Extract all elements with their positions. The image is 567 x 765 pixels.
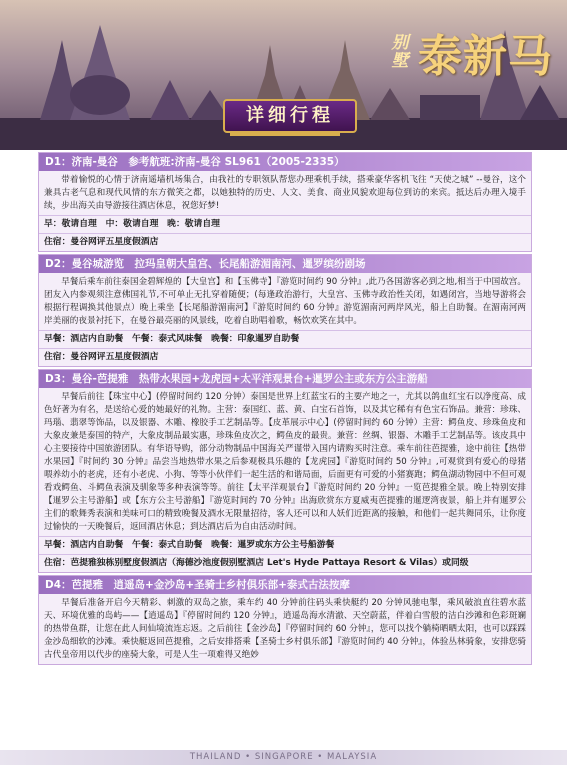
day-4-body: [39, 594, 531, 664]
header-banner: [0, 0, 567, 150]
day-2-hotel: 住宿：曼谷网评五星度假酒店: [39, 348, 531, 366]
day-2-meals: 早餐：酒店内自助餐 午餐：泰式风味餐 晚餐：印象暹罗自助餐: [39, 330, 531, 348]
day-4-section: [38, 575, 532, 665]
day-1-description: 带着愉悦的心情于济南遥墙机场集合，由我社的专职领队帮您办理乘机手续，搭乘豪华客机飞往 “天使之城” --曼谷，这个兼具古老气息和现代风情的东方微笑之都，以她独特的历史、人文、美食、商业风貌欢迎每位到访的来宾。抵达后办理入境手续，步出海关由导游接往酒店休息，祝您好梦!: [44, 175, 526, 211]
day-1-body: [39, 171, 531, 215]
itinerary-ribbon: 详细行程: [223, 99, 357, 133]
itinerary-content: [38, 152, 532, 667]
day-1-meals: 早：敬请自理 中：敬请自理 晚：敬请自理: [39, 215, 531, 233]
day-3-meals: 早餐：酒店内自助餐 午餐：泰式自助餐 晚餐：暹罗或东方公主号船游餐: [39, 536, 531, 554]
day-4-title: D4：芭提雅 逍遥岛+金沙岛+圣骑士乡村俱乐部+泰式古法按摩: [39, 576, 531, 594]
day-4-description: 早餐后准备开启今天精彩、刺激的双岛之旅，乘车约 40 分钟前往码头乘快艇约 20 分钟风驰电掣，乘风破浪直往碧水蓝天、环境优雅的岛屿——【逍遥岛】『停留时间约 120 分钟』，逍遥岛海水清澈、天空蔚蓝，伴着白雪般的洁白沙滩和色彩斑斓的热带鱼群，让您在此人间仙境流连忘返。之后前往【金沙岛】『停留时间约 60 分钟』，您可以找个躺椅晒晒太阳，也可以踩踩金沙岛细软的沙滩。乘快艇返回芭提雅，之后安排搭乘【圣骑士乡村俱乐部】『游览时间约 40 分钟』，体验丛林骑象，安排您骑古代皇帝用以代步的座骑大象，可是人生一项难得又绝妙: [44, 598, 526, 660]
day-3-body: [39, 388, 531, 536]
day-2-section: [38, 254, 532, 367]
day-3-title: D3：曼谷-芭提雅 热带水果园+龙虎园+太平洋观景台+暹罗公主或东方公主游船: [39, 370, 531, 388]
footer-countries: THAILAND • SINGAPORE • MALAYSIA: [0, 750, 567, 765]
brand-title: 泰新马: [418, 31, 553, 82]
brand-villa-text: 别墅: [391, 33, 409, 71]
day-1-section: [38, 152, 532, 252]
day-2-description: 早餐后乘车前往泰国金碧辉煌的【大皇宫】和【玉佛寺】『游览时间约 90 分钟』,此乃各国游客必到之地,相当于中国故宫。团友入内参观须注意佛国礼节,不可单止无扎穿着随便；(每逢政治游行，大皇宫、玉佛寺政治性关闭，如遇闭宫，当地导游将会根据行程调换其他景点）晚上乘坐【长尾船游湄南河】『游览时间约 60 分钟』游览湄南河两岸风光，船上自助餐。在湄南河两岸美丽的夜景衬托下，在曼谷最亮丽的风景线，吃着自助唱着歌，畅饮欢笑在其中。: [44, 277, 526, 326]
day-3-section: [38, 369, 532, 573]
day-3-description: 早餐后前往【珠宝中心】(停留时间约 120 分钟）泰国是世界上红蓝宝石的主要产地之一，尤其以鸽血红宝石以净度高、成色好著为有名，是送给心爱的她最好的礼物。主营：泰国红、蓝、黄、白宝石首饰，以及其它稀有有色宝石饰品。兼营：珍珠、玛瑙、翡翠等饰品，以及银器、木雕、橡胶手工艺制品等。【皮革展示中心】(停留时间约 60 分钟）主营：鳄鱼皮、珍珠鱼皮和大象皮兼是泰国的特产，大象皮制品最实惠，珍珠鱼皮次之，鳄鱼皮的最贵。兼营：丝绸、银器、木雕手工艺制品等。该皮具中心主要接待中国旅游团队。有华语导购，部分动物制品中国海关严谨带入国内请购买时注意。乘车前往芭提雅，途中前往【热带水果园】『时间约 30 分钟』品尝当地热带水果之后参观极具乐趣的【龙虎园】『游览时间约 50 分钟』,可观赏到有爱心的母猪喂养幼小的老虎，还有小老虎、小狗、等等小伙伴们一起生活的和谐局面，后面更有可爱的小猪赛跑；鳄鱼湖动物园中不但可观看戏鳄鱼、斗鳄鱼表演及驯象等多种表演等等。前往【太平洋观景台】『游览时间约 20 分钟』一览芭提雅全景。晚上特别安排【暹罗公主号游船】或【东方公主号游船】『游览时间约 70 分钟』出海欣赏东方夏威夷芭提雅的暹逻湾夜景，船上并有暹罗公主们的歌舞秀表演和美味可口的精致晚餐及酒水无限量招待，客人还可以和人妖们近距离的接触，和他们一起共舞同乐，让你度过愉快的一天晚餐后，返回酒店休息；到达酒店后为自由活动时间。: [44, 392, 526, 532]
day-2-title: D2：曼谷城游览 拉玛皇朝大皇宫、长尾船游湄南河、暹罗缤纷剧场: [39, 255, 531, 273]
day-3-hotel: 住宿：芭提雅独栋别墅度假酒店（海德沙池度假别墅酒店 Let's Hyde Pattaya Resort & Vilas）或同级: [39, 554, 531, 572]
day-2-body: [39, 273, 531, 330]
day-1-title: D1：济南-曼谷 参考航班:济南-曼谷 SL961（2005-2335）: [39, 153, 531, 171]
day-1-hotel: 住宿：曼谷网评五星度假酒店: [39, 233, 531, 251]
